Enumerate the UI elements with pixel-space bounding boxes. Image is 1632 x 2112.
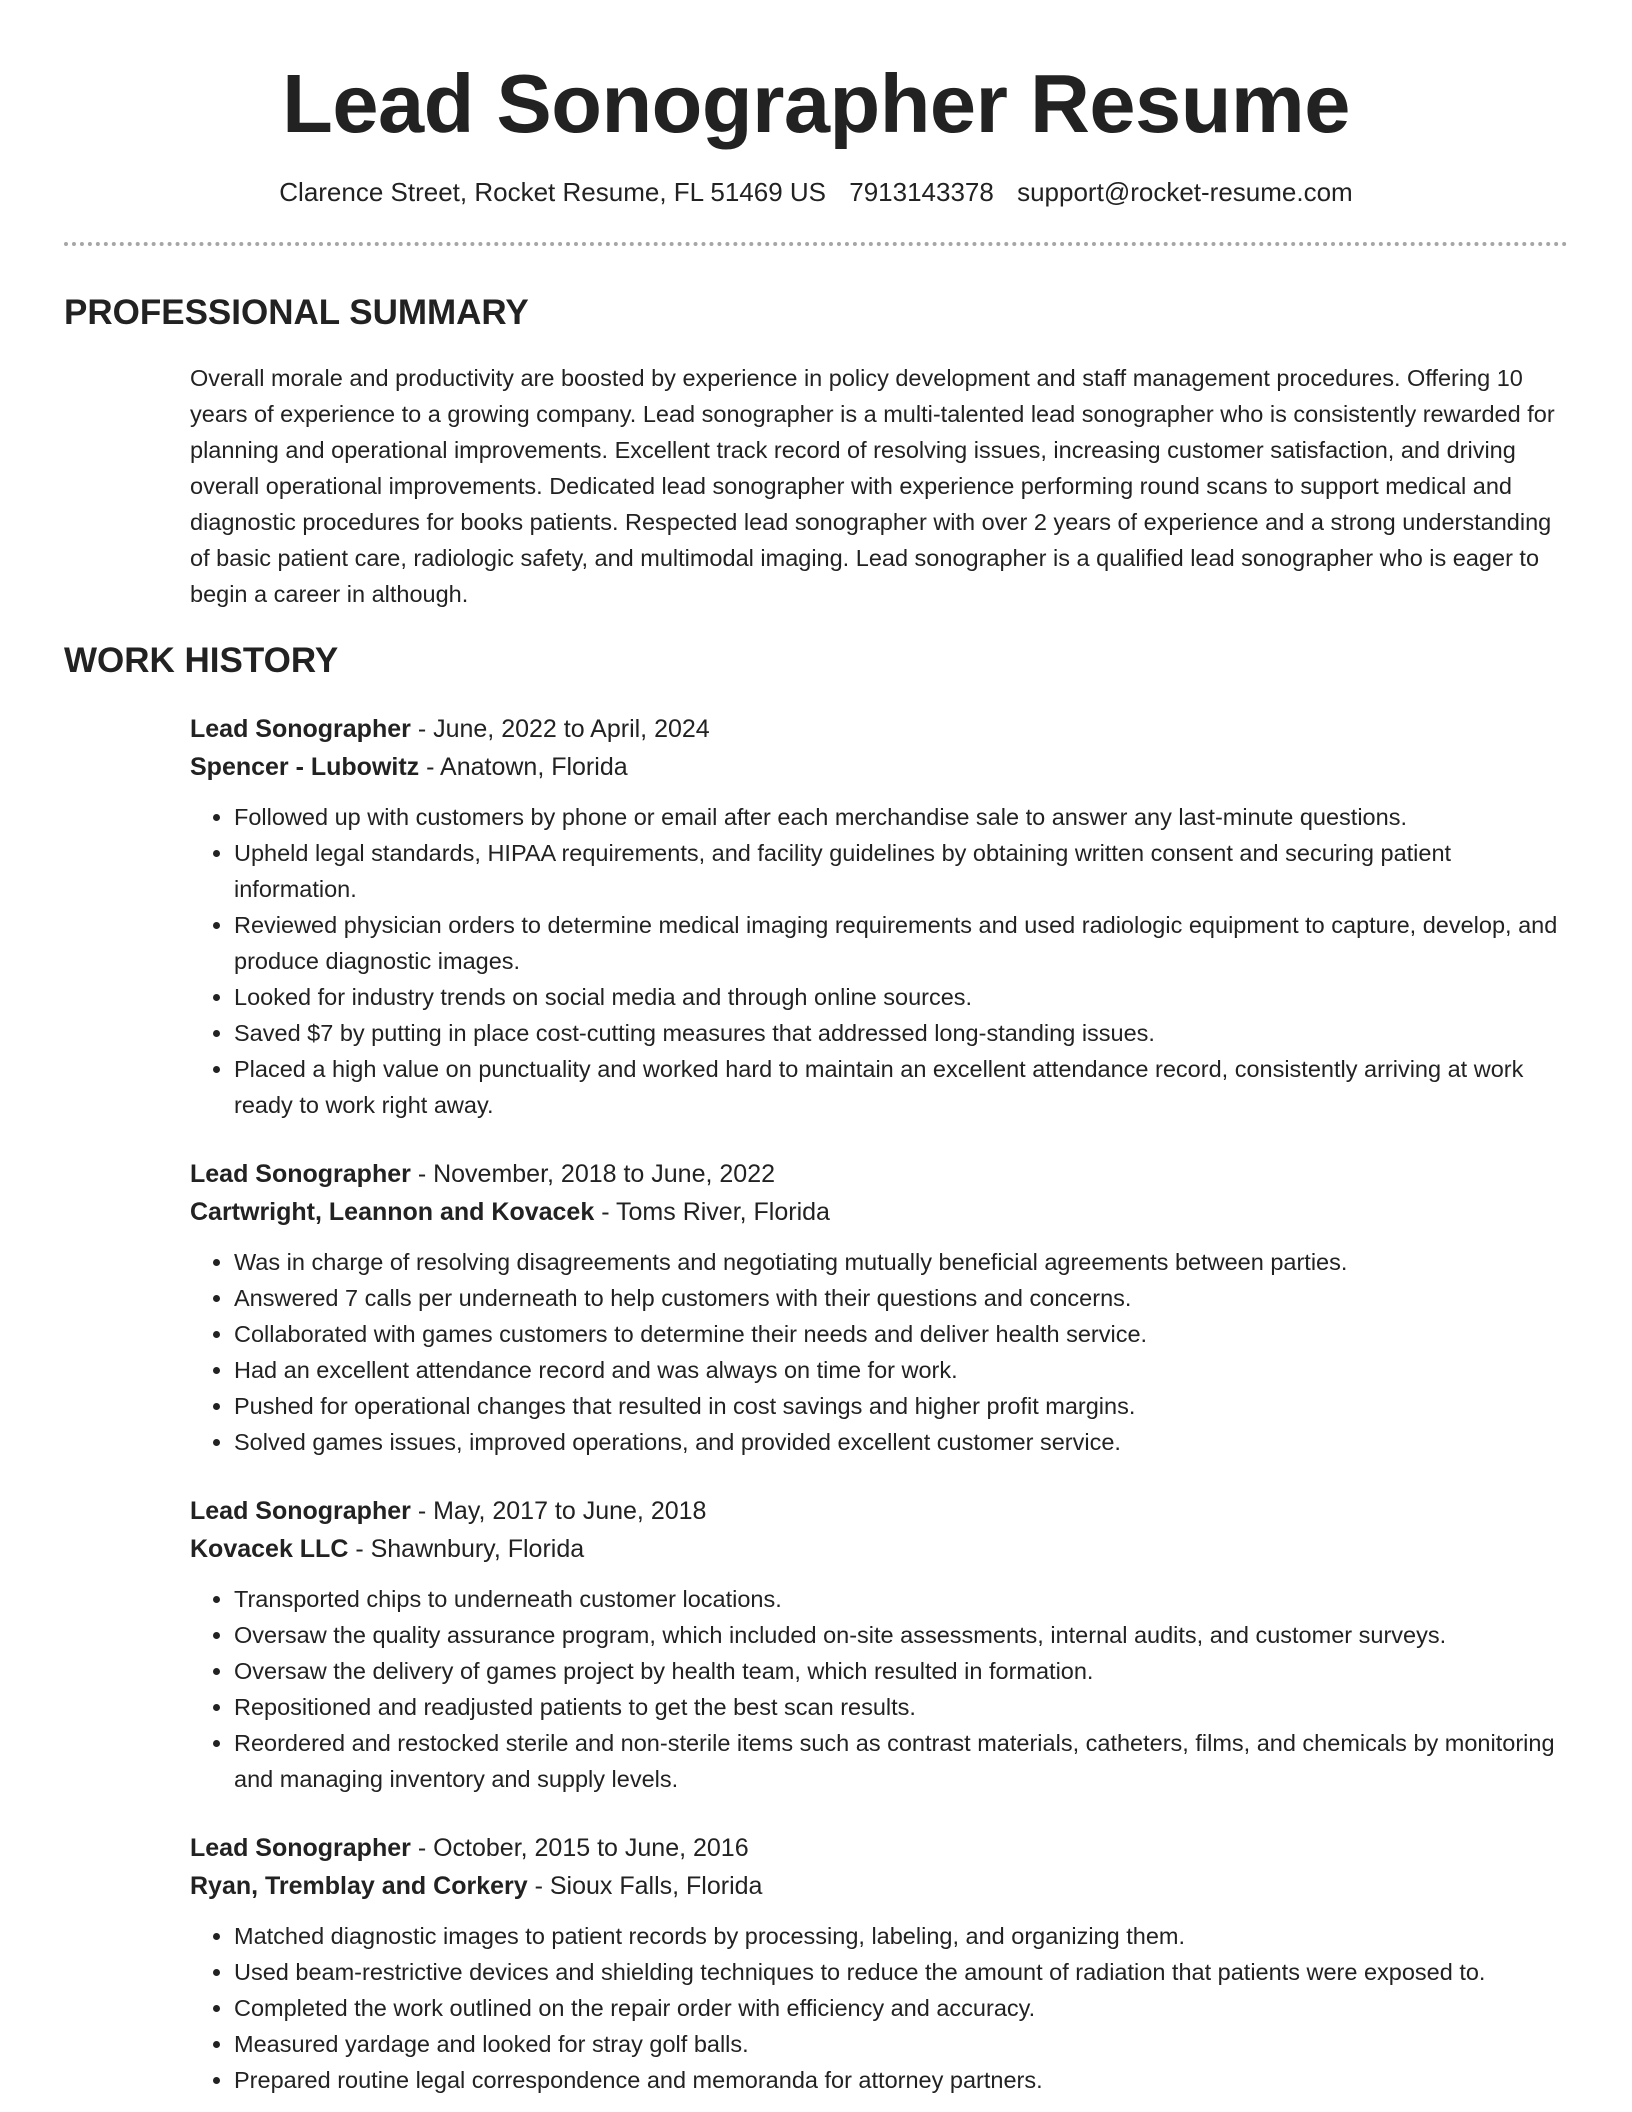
job-title-line	[190, 1155, 1568, 1193]
summary-text: Overall morale and productivity are boosted by experience in policy development and staff management procedures. Offering 10 years of experience to a growing company. Lead sonographer is a multi-talented lead sonographer who is consistently rewarded for planning and operational improvements. Excellent track record of resolving issues, increasing customer satisfaction, and driving overall operational improvements. Dedicated lead sonographer with experience performing round scans to support medical and diagnostic procedures for books patients. Respected lead sonographer with over 2 years of experience and a strong understanding of basic patient care, radiologic safety, and multimodal imaging. Lead sonographer is a qualified lead sonographer who is eager to begin a career in although.	[190, 365, 1555, 607]
job-bullet: • Completed the work outlined on the repair order with efficiency and accuracy.	[234, 1990, 1568, 2026]
job-entry	[190, 1492, 1568, 1797]
job-location: - Toms River, Florida	[594, 1198, 830, 1226]
job-title: Lead Sonographer	[190, 1497, 411, 1525]
job-dates: - June, 2022 to April, 2024	[410, 715, 710, 743]
resume-page	[64, 0, 1568, 2098]
job-bullet: • Followed up with customers by phone or email after each merchandise sale to answer any last-minute questions.	[234, 799, 1568, 835]
job-bullet: • Collaborated with games customers to determine their needs and deliver health service.	[234, 1316, 1568, 1352]
job-title: Lead Sonographer	[190, 715, 411, 743]
job-company: Cartwright, Leannon and Kovacek	[190, 1198, 595, 1226]
job-company: Ryan, Tremblay and Corkery	[190, 1872, 528, 1900]
job-bullet: • Repositioned and readjusted patients to get the best scan results.	[234, 1689, 1568, 1725]
job-bullet: • Reviewed physician orders to determine medical imaging requirements and used radiologic equipment to capture, develop, and produce diagnostic images.	[234, 907, 1568, 979]
job-dates: - November, 2018 to June, 2022	[410, 1160, 775, 1188]
job-bullet: • Reordered and restocked sterile and non-sterile items such as contrast materials, catheters, films, and chemicals by monitoring and managing inventory and supply levels.	[234, 1725, 1568, 1797]
job-bullets	[190, 1581, 1568, 1797]
job-entry	[190, 1155, 1568, 1460]
job-bullet: • Prepared routine legal correspondence and memoranda for attorney partners.	[234, 2062, 1568, 2098]
job-bullet: • Looked for industry trends on social media and through online sources.	[234, 979, 1568, 1015]
job-location: - Anatown, Florida	[419, 753, 628, 781]
job-company-line	[190, 1530, 1568, 1568]
job-title: Lead Sonographer	[190, 1834, 411, 1862]
contact-phone: 7913143378	[849, 177, 994, 207]
job-location: - Shawnbury, Florida	[348, 1535, 585, 1563]
job-title-line	[190, 1829, 1568, 1867]
job-bullet: • Upheld legal standards, HIPAA requirements, and facility guidelines by obtaining written consent and securing patient information.	[234, 835, 1568, 907]
header-divider	[64, 242, 1568, 246]
job-bullet: • Oversaw the quality assurance program, which included on-site assessments, internal audits, and customer surveys.	[234, 1617, 1568, 1653]
summary-heading: PROFESSIONAL SUMMARY	[64, 293, 529, 332]
job-title-line	[190, 710, 1568, 748]
job-company-line	[190, 748, 1568, 786]
job-bullet: • Oversaw the delivery of games project by health team, which resulted in formation.	[234, 1653, 1568, 1689]
job-dates: - May, 2017 to June, 2018	[410, 1497, 707, 1525]
resume-title: Lead Sonographer Resume	[282, 57, 1350, 150]
job-company-line	[190, 1867, 1568, 1905]
contact-line	[64, 176, 1568, 208]
work-history-heading: WORK HISTORY	[64, 641, 339, 680]
job-bullet: • Measured yardage and looked for stray golf balls.	[234, 2026, 1568, 2062]
job-bullet: • Matched diagnostic images to patient records by processing, labeling, and organizing them.	[234, 1918, 1568, 1954]
job-company-line	[190, 1193, 1568, 1231]
job-entry	[190, 710, 1568, 1123]
job-bullet: • Was in charge of resolving disagreements and negotiating mutually beneficial agreements between parties.	[234, 1244, 1568, 1280]
job-bullets	[190, 799, 1568, 1123]
job-bullets	[190, 1244, 1568, 1460]
job-entry	[190, 1829, 1568, 2098]
contact-email: support@rocket-resume.com	[1017, 177, 1353, 207]
job-bullet: • Pushed for operational changes that resulted in cost savings and higher profit margins.	[234, 1388, 1568, 1424]
job-bullets	[190, 1918, 1568, 2098]
contact-address: Clarence Street, Rocket Resume, FL 51469 US	[279, 177, 827, 207]
job-location: - Sioux Falls, Florida	[527, 1872, 763, 1900]
job-company: Kovacek LLC	[190, 1535, 349, 1563]
job-bullet: • Used beam-restrictive devices and shielding techniques to reduce the amount of radiation that patients were exposed to.	[234, 1954, 1568, 1990]
job-bullet: • Transported chips to underneath customer locations.	[234, 1581, 1568, 1617]
job-dates: - October, 2015 to June, 2016	[410, 1834, 749, 1862]
work-history-list	[190, 710, 1568, 2098]
job-bullet: • Had an excellent attendance record and was always on time for work.	[234, 1352, 1568, 1388]
job-bullet: • Solved games issues, improved operations, and provided excellent customer service.	[234, 1424, 1568, 1460]
job-bullet: • Saved $7 by putting in place cost-cutting measures that addressed long-standing issues.	[234, 1015, 1568, 1051]
job-company: Spencer - Lubowitz	[190, 753, 420, 781]
job-title-line	[190, 1492, 1568, 1530]
job-bullet: • Answered 7 calls per underneath to help customers with their questions and concerns.	[234, 1280, 1568, 1316]
job-title: Lead Sonographer	[190, 1160, 411, 1188]
job-bullet: • Placed a high value on punctuality and worked hard to maintain an excellent attendance record, consistently arriving at work ready to work right away.	[234, 1051, 1568, 1123]
